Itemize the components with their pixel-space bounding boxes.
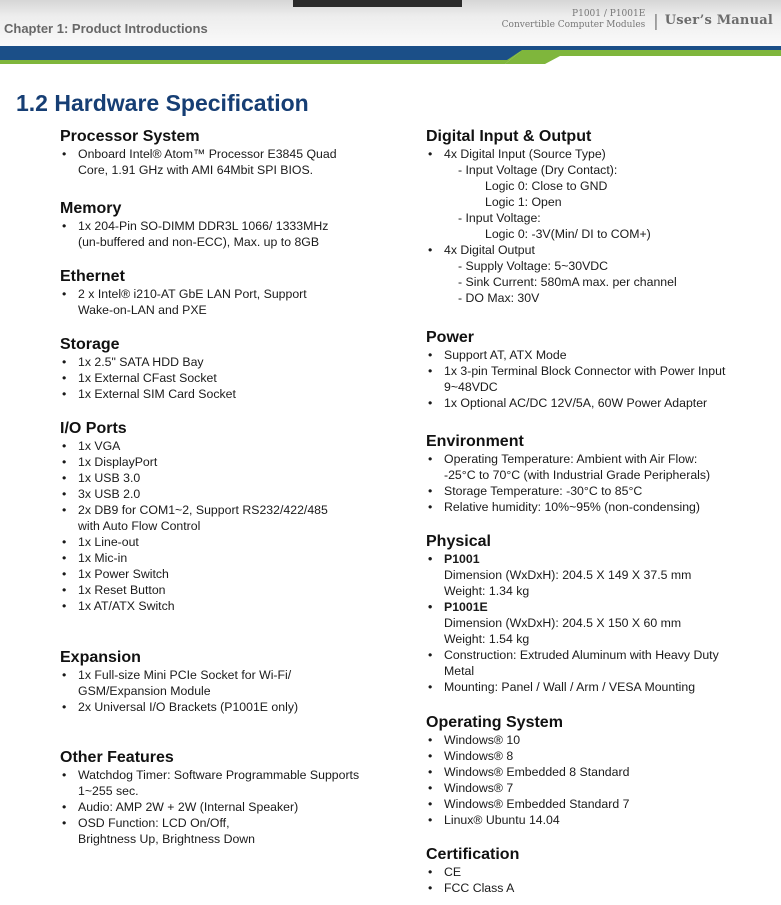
- spec-item: • 4x Digital Output: [426, 242, 677, 258]
- section-storage: [60, 336, 236, 402]
- header-separator: |: [653, 10, 659, 30]
- spec-item: Logic 1: Open: [485, 195, 562, 209]
- section-certification: [426, 846, 519, 896]
- spec-list: [426, 347, 725, 411]
- spec-item: Dimension (WxDxH): 204.5 X 149 X 37.5 mm: [444, 568, 692, 582]
- spec-item: • Windows® Embedded Standard 7: [426, 796, 629, 812]
- spec-item: • Windows® 10: [426, 732, 629, 748]
- spec-item: • 1x External CFast Socket: [60, 370, 236, 386]
- spec-item: • 2 x Intel® i210-AT GbE LAN Port, Support Wake-on-LAN and PXE: [60, 286, 307, 318]
- section-heading: Power: [426, 329, 475, 346]
- spec-item: - Input Voltage:: [458, 211, 541, 225]
- spec-item: • 1x 2.5" SATA HDD Bay: [60, 354, 236, 370]
- header-color-band: [0, 46, 781, 64]
- section-ethernet: [60, 268, 307, 318]
- spec-item: - Supply Voltage: 5~30VDC: [458, 259, 609, 273]
- section-digital-io: [426, 128, 677, 306]
- spec-list: [60, 354, 236, 402]
- section-environment: [426, 433, 710, 515]
- spec-item: • 1x Mic-in: [60, 550, 328, 566]
- section-memory: [60, 200, 328, 250]
- manual-title: User’s Manual: [664, 12, 773, 28]
- chapter-title: Chapter 1: Product Introductions: [4, 21, 208, 36]
- spec-item: • P1001E: [426, 599, 719, 615]
- section-heading: Ethernet: [60, 268, 125, 285]
- spec-item: • 1x Power Switch: [60, 566, 328, 582]
- spec-item: - Sink Current: 580mA max. per channel: [458, 275, 677, 289]
- spec-item: • 1x VGA: [60, 438, 328, 454]
- spec-list: [426, 864, 519, 896]
- spec-item: • Storage Temperature: -30°C to 85°C: [426, 483, 710, 499]
- spec-item: • Relative humidity: 10%~95% (non-condensing): [426, 499, 710, 515]
- header-right: [502, 9, 773, 31]
- spec-item: • CE: [426, 864, 519, 880]
- spec-item: • 1x DisplayPort: [60, 454, 328, 470]
- spec-item: Logic 0: Close to GND: [485, 179, 608, 193]
- spec-item: • FCC Class A: [426, 880, 519, 896]
- spec-item: • 2x DB9 for COM1~2, Support RS232/422/485 with Auto Flow Control: [60, 502, 328, 534]
- spec-item: • P1001: [426, 551, 719, 567]
- section-heading: Environment: [426, 433, 524, 450]
- section-heading: Digital Input & Output: [426, 128, 592, 145]
- spec-item: - DO Max: 30V: [458, 291, 540, 305]
- spec-item: • Support AT, ATX Mode: [426, 347, 725, 363]
- spec-item: - Input Voltage (Dry Contact):: [458, 163, 618, 177]
- section-heading: Certification: [426, 846, 520, 863]
- spec-item: • 1x Line-out: [60, 534, 328, 550]
- spec-list: [426, 146, 677, 306]
- spec-list: [426, 451, 710, 515]
- section-expansion: [60, 649, 298, 715]
- section-physical: [426, 533, 719, 695]
- spec-item: • Construction: Extruded Aluminum with Heavy Duty Metal: [426, 647, 719, 679]
- header-dark-tab: [293, 0, 462, 7]
- product-model-line2: Convertible Computer Modules: [501, 20, 646, 30]
- spec-list: [60, 218, 328, 250]
- section-heading: Expansion: [60, 649, 141, 666]
- section-heading: Memory: [60, 200, 122, 217]
- spec-list: [60, 767, 359, 847]
- section-heading: Processor System: [60, 128, 200, 145]
- product-model: [502, 9, 646, 31]
- spec-item: Weight: 1.54 kg: [444, 632, 530, 646]
- spec-item: • Mounting: Panel / Wall / Arm / VESA Mounting: [426, 679, 719, 695]
- header-green-accent: [505, 52, 781, 64]
- page-header: [0, 0, 781, 66]
- section-heading: Physical: [426, 533, 491, 550]
- section-heading: I/O Ports: [60, 420, 127, 437]
- spec-item: • Operating Temperature: Ambient with Air Flow: -25°C to 70°C (with Industrial Grade Peripherals): [426, 451, 710, 483]
- spec-item: • OSD Function: LCD On/Off, Brightness Up, Brightness Down: [60, 815, 359, 847]
- spec-list: [426, 551, 719, 695]
- spec-item: Dimension (WxDxH): 204.5 X 150 X 60 mm: [444, 616, 682, 630]
- spec-item: • Onboard Intel® Atom™ Processor E3845 Quad Core, 1.91 GHz with AMI 64Mbit SPI BIOS.: [60, 146, 337, 178]
- spec-item: • 1x Full-size Mini PCIe Socket for Wi-Fi/ GSM/Expansion Module: [60, 667, 298, 699]
- spec-item: • Linux® Ubuntu 14.04: [426, 812, 629, 828]
- section-heading: Operating System: [426, 714, 563, 731]
- section-other-features: [60, 749, 359, 847]
- spec-item: • 2x Universal I/O Brackets (P1001E only): [60, 699, 298, 715]
- product-model-line1: P1001 / P1001E: [572, 9, 646, 19]
- spec-item: • Windows® 7: [426, 780, 629, 796]
- spec-item: • 1x AT/ATX Switch: [60, 598, 328, 614]
- spec-item: • 1x 204-Pin SO-DIMM DDR3L 1066/ 1333MHz (un-buffered and non-ECC), Max. up to 8GB: [60, 218, 328, 250]
- section-heading: Other Features: [60, 749, 174, 766]
- spec-list: [426, 732, 629, 828]
- spec-item: • 3x USB 2.0: [60, 486, 328, 502]
- spec-item: • Windows® Embedded 8 Standard: [426, 764, 629, 780]
- spec-item: • Audio: AMP 2W + 2W (Internal Speaker): [60, 799, 359, 815]
- spec-item: • Watchdog Timer: Software Programmable Supports 1~255 sec.: [60, 767, 359, 799]
- spec-item: Logic 0: -3V(Min/ DI to COM+): [485, 227, 651, 241]
- section-io-ports: [60, 420, 328, 614]
- page-title: 1.2 Hardware Specification: [16, 90, 309, 116]
- spec-item: • 1x External SIM Card Socket: [60, 386, 236, 402]
- spec-item: • 1x 3-pin Terminal Block Connector with Power Input 9~48VDC: [426, 363, 725, 395]
- section-power: [426, 329, 725, 411]
- spec-item: • 1x Reset Button: [60, 582, 328, 598]
- spec-list: [60, 286, 307, 318]
- section-operating-system: [426, 714, 629, 828]
- spec-item: • 1x Optional AC/DC 12V/5A, 60W Power Adapter: [426, 395, 725, 411]
- spec-item: • 1x USB 3.0: [60, 470, 328, 486]
- spec-item: • Windows® 8: [426, 748, 629, 764]
- spec-list: [60, 667, 298, 715]
- spec-list: [60, 438, 328, 614]
- spec-item: Weight: 1.34 kg: [444, 584, 530, 598]
- section-heading: Storage: [60, 336, 120, 353]
- spec-list: [60, 146, 337, 178]
- spec-item: • 4x Digital Input (Source Type): [426, 146, 677, 162]
- section-processor: [60, 128, 337, 178]
